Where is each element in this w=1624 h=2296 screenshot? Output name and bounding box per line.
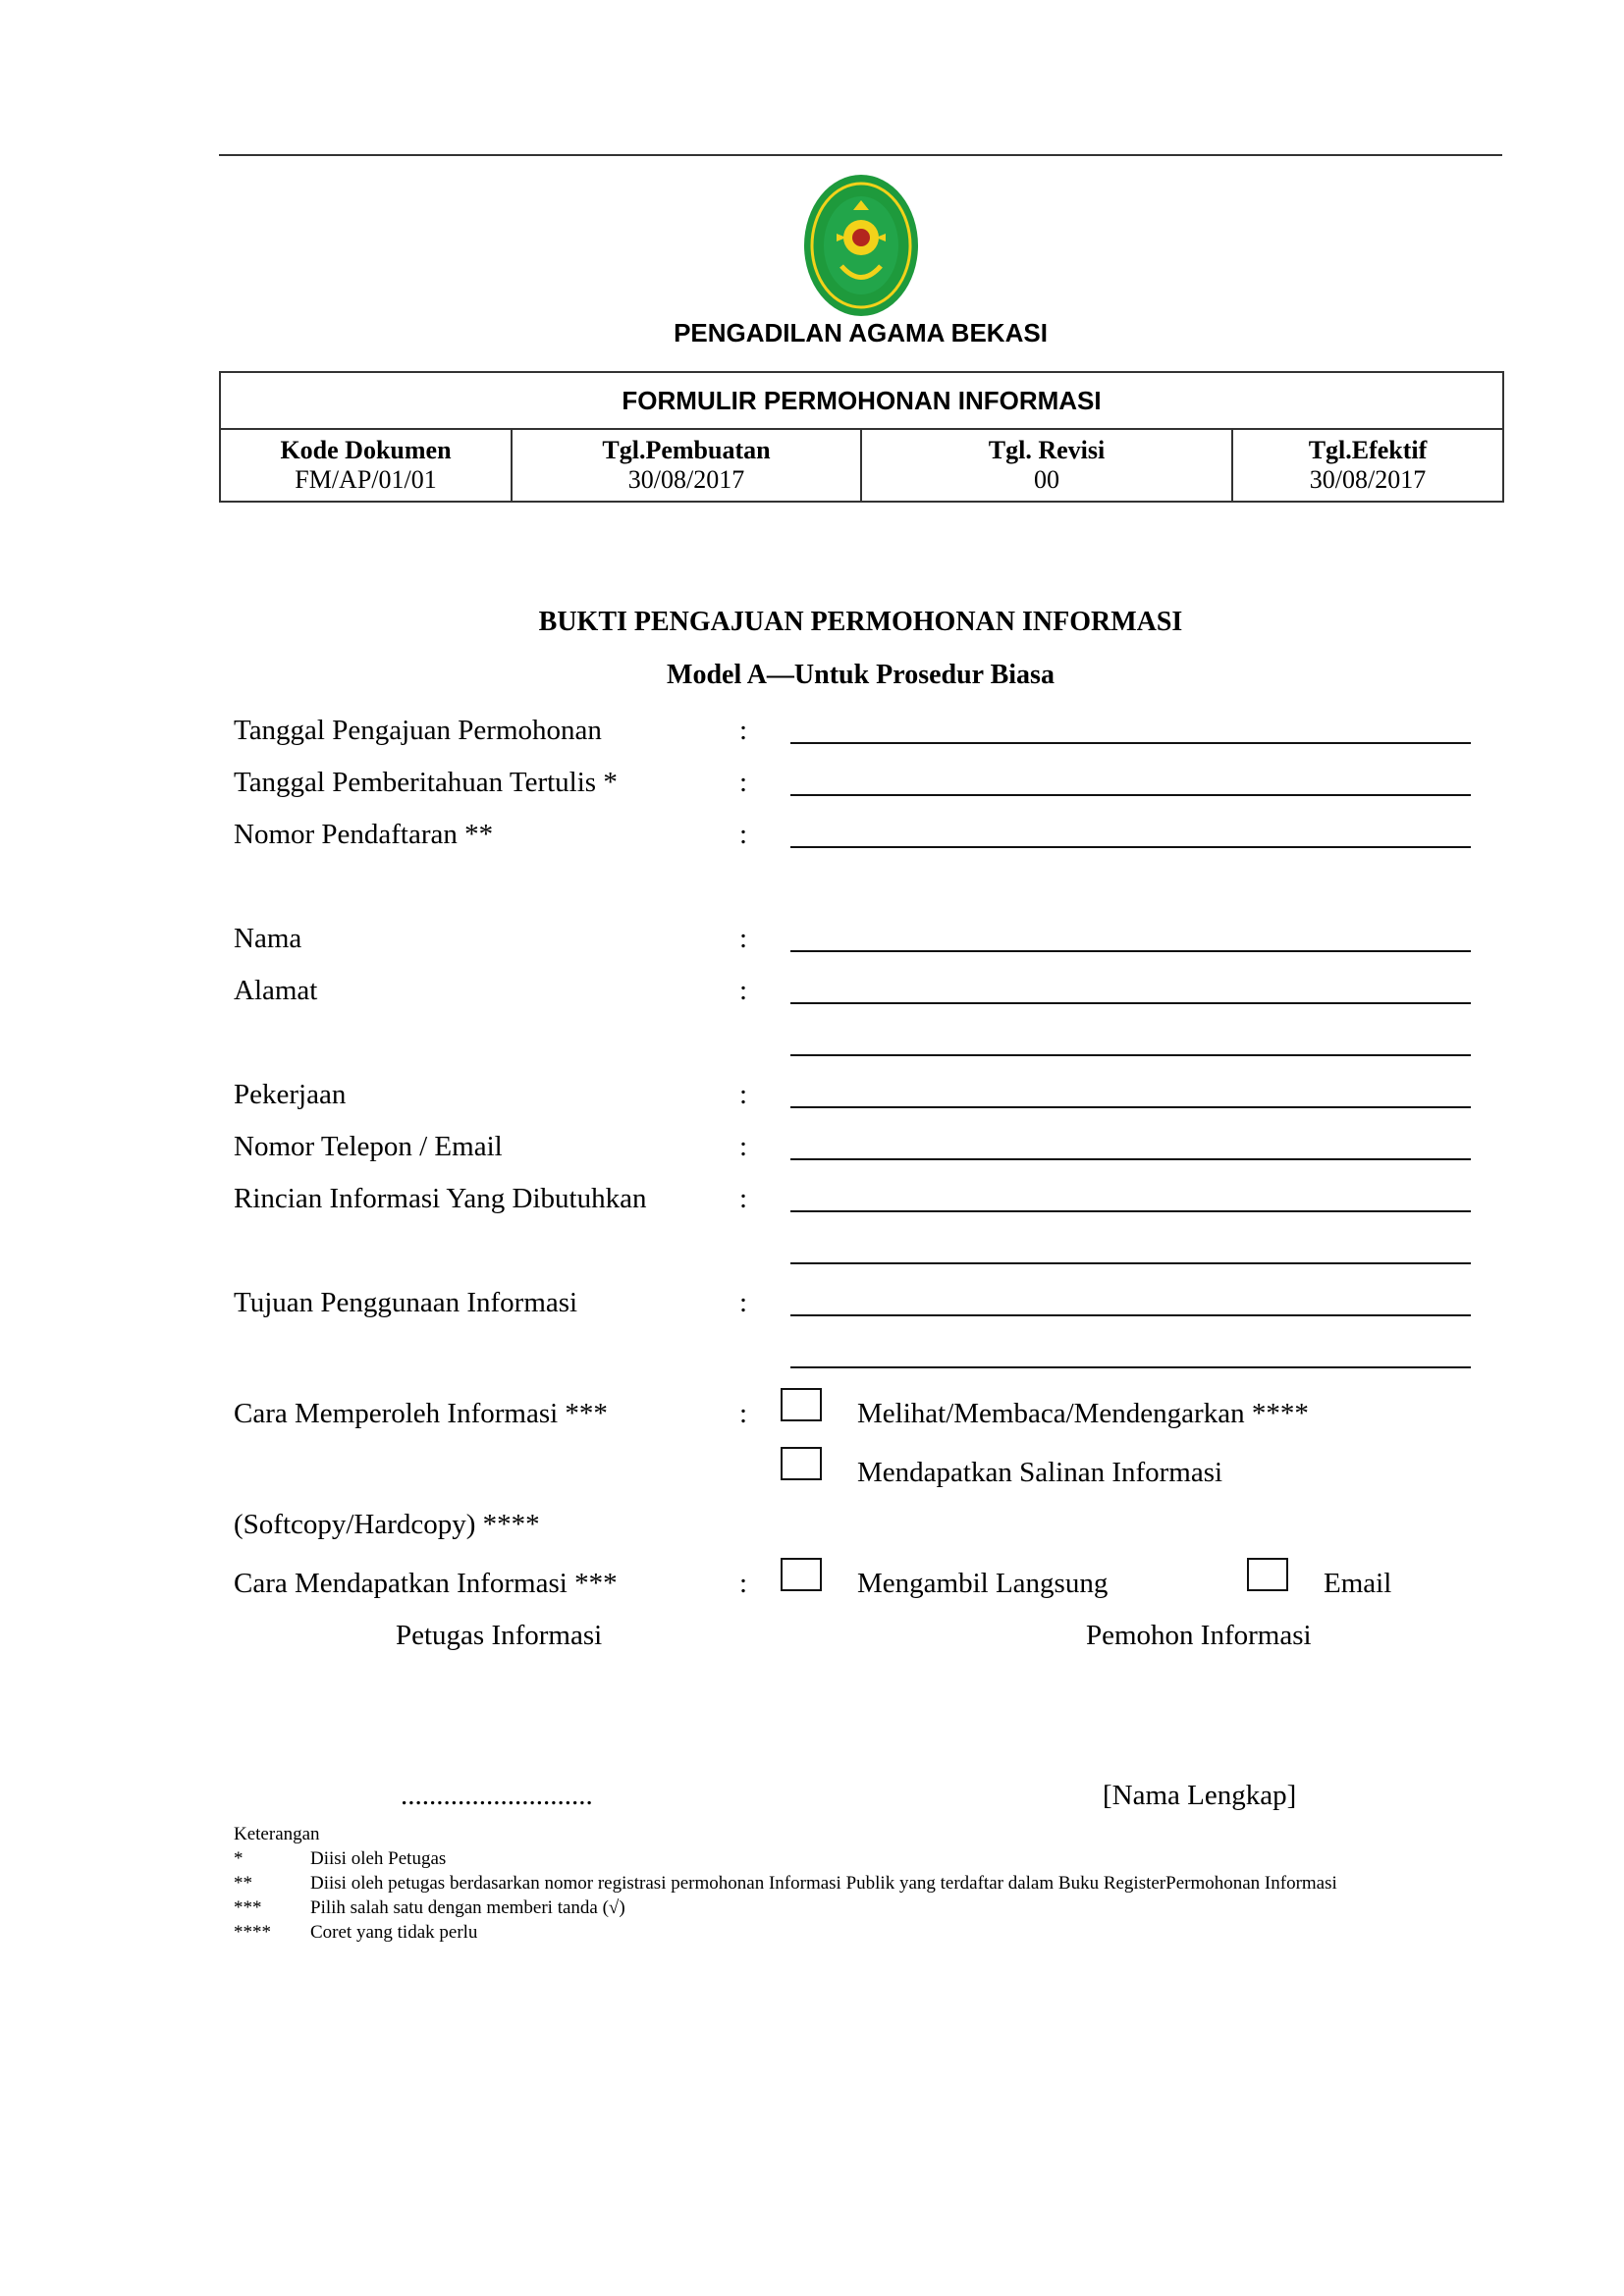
note-item: [234, 1846, 1481, 1871]
form-title: FORMULIR PERMOHONAN INFORMASI: [220, 372, 1503, 429]
note-text: Coret yang tidak perlu: [310, 1922, 478, 1943]
note-item: [234, 1896, 1481, 1920]
field-label: Nomor Pendaftaran **: [234, 819, 494, 850]
option-mengambil-label: Mengambil Langsung: [857, 1568, 1109, 1599]
signature-petugas-name: ...........................: [401, 1780, 593, 1811]
field-colon: :: [739, 1183, 748, 1214]
meta-tgl-revisi: [861, 429, 1232, 502]
blank-line-pekerjaan[interactable]: [790, 1106, 1471, 1108]
note-text: Pilih salah satu dengan memberi tanda (√): [310, 1897, 625, 1918]
note-item: [234, 1871, 1481, 1896]
field-label: Tujuan Penggunaan Informasi: [234, 1287, 578, 1318]
signature-pemohon-label: Pemohon Informasi: [1086, 1620, 1312, 1651]
option-salinan-label: Mendapatkan Salinan Informasi: [857, 1457, 1223, 1488]
checkbox-email[interactable]: [1247, 1558, 1288, 1591]
blank-line-alamat-2[interactable]: [790, 1054, 1471, 1056]
document-subtitle: Model A—Untuk Prosedur Biasa: [667, 660, 1055, 690]
meta-tgl-efektif: [1232, 429, 1503, 502]
field-colon: :: [739, 975, 748, 1006]
meta-tgl-pembuatan: [512, 429, 861, 502]
field-label: Cara Mendapatkan Informasi ***: [234, 1568, 618, 1599]
field-label: Rincian Informasi Yang Dibutuhkan: [234, 1183, 647, 1214]
document-title: BUKTI PENGAJUAN PERMOHONAN INFORMASI: [538, 607, 1183, 637]
meta-label: Kode Dokumen: [280, 436, 452, 464]
meta-value: FM/AP/01/01: [295, 465, 437, 494]
blank-line-rincian-1[interactable]: [790, 1210, 1471, 1212]
field-colon: :: [739, 1398, 748, 1429]
field-colon: :: [739, 1568, 748, 1599]
option-melihat-label: Melihat/Membaca/Mendengarkan ****: [857, 1398, 1309, 1429]
meta-label: Tgl.Pembuatan: [602, 436, 771, 464]
field-label: Nama: [234, 923, 302, 954]
checkbox-salinan[interactable]: [781, 1447, 822, 1480]
blank-line-telepon-email[interactable]: [790, 1158, 1471, 1160]
field-colon: :: [739, 1287, 748, 1318]
blank-line-tujuan-2[interactable]: [790, 1366, 1471, 1368]
field-colon: :: [739, 923, 748, 954]
field-colon: :: [739, 715, 748, 746]
field-label: Alamat: [234, 975, 318, 1006]
field-label: Nomor Telepon / Email: [234, 1131, 503, 1162]
blank-line-nomor-pendaftaran[interactable]: [790, 846, 1471, 848]
notes-heading: Keterangan: [234, 1824, 320, 1844]
note-text: Diisi oleh petugas berdasarkan nomor registrasi permohonan Informasi Publik yang terdaftar dalam Buku RegisterPermohonan Informasi: [310, 1873, 1337, 1894]
field-label: Pekerjaan: [234, 1079, 347, 1110]
blank-line-alamat-1[interactable]: [790, 1002, 1471, 1004]
blank-line-tanggal-pemberitahuan[interactable]: [790, 794, 1471, 796]
signature-petugas-label: Petugas Informasi: [396, 1620, 603, 1651]
blank-line-tanggal-pengajuan[interactable]: [790, 742, 1471, 744]
note-mark: **: [234, 1873, 252, 1894]
blank-line-tujuan-1[interactable]: [790, 1314, 1471, 1316]
document-header-table: [219, 371, 1504, 503]
field-label: Tanggal Pemberitahuan Tertulis *: [234, 767, 618, 798]
field-colon: :: [739, 1131, 748, 1162]
blank-line-nama[interactable]: [790, 950, 1471, 952]
meta-kode-dokumen: [220, 429, 512, 502]
field-label: Cara Memperoleh Informasi ***: [234, 1398, 608, 1429]
court-name: PENGADILAN AGAMA BEKASI: [674, 318, 1048, 347]
meta-value: 00: [1034, 465, 1059, 494]
note-text: Diisi oleh Petugas: [310, 1848, 447, 1869]
option-email-label: Email: [1324, 1568, 1392, 1599]
notes-section: [234, 1822, 1481, 1945]
meta-value: 30/08/2017: [1309, 465, 1427, 494]
note-mark: *: [234, 1848, 244, 1869]
field-label: Tanggal Pengajuan Permohonan: [234, 715, 602, 746]
field-colon: :: [739, 819, 748, 850]
top-rule: [219, 154, 1502, 156]
note-mark: ****: [234, 1922, 271, 1943]
court-logo-icon: [802, 173, 920, 318]
note-mark: ***: [234, 1897, 262, 1918]
field-colon: :: [739, 1079, 748, 1110]
meta-label: Tgl.Efektif: [1308, 436, 1428, 464]
note-item: [234, 1920, 1481, 1945]
meta-label: Tgl. Revisi: [988, 436, 1106, 464]
checkbox-mengambil-langsung[interactable]: [781, 1558, 822, 1591]
signature-pemohon-name: [Nama Lengkap]: [1103, 1780, 1297, 1811]
blank-line-rincian-2[interactable]: [790, 1262, 1471, 1264]
field-label: (Softcopy/Hardcopy) ****: [234, 1509, 540, 1540]
meta-value: 30/08/2017: [627, 465, 745, 494]
field-colon: :: [739, 767, 748, 798]
checkbox-melihat[interactable]: [781, 1388, 822, 1421]
